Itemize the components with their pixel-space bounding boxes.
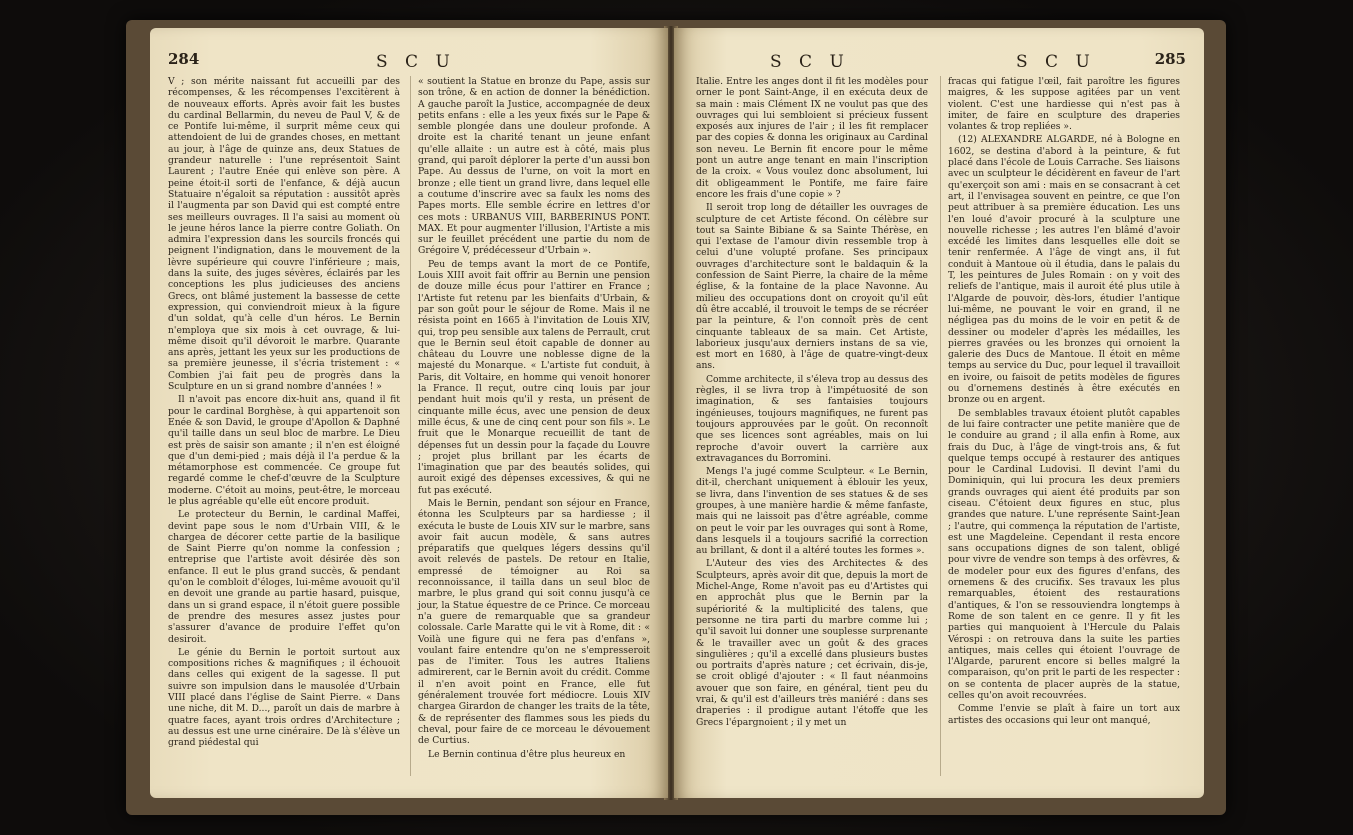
running-head: S C U xyxy=(770,52,850,72)
paragraph: Mengs l'a jugé comme Sculpteur. « Le Bernin, dit-il, cherchant uniquement à éblouir les yeux, se livra, dans l'invention de ses statues & de ses groupes, à une manière hardie & même fanfaste, mais qui ne laissoit pas d'être agréable, comme on peut le voir par les ouvrages qui sont à Rome, dans lesquels il a toujours sacrifié la correction au brillant, & dont il a altéré toutes les formes ». xyxy=(696,466,928,557)
running-head: S C U xyxy=(376,52,456,72)
paragraph: Le Bernin continua d'être plus heureux en xyxy=(428,748,626,760)
paragraph: fracas qui fatigue l'œil, fait paroître les figures maigres, & les suppose agitées par un vent violent. C'est une hardiesse qui n'est pas à imiter, de faire en sculpture des draperies volantes & trop repliées ». xyxy=(948,76,1180,133)
paragraph: Il seroit trop long de détailler les ouvrages de sculpture de cet Artiste fécond. On célèbre sur tout sa Sainte Bibiane & sa Sainte Thérèse, en qui l'extase de l'amour divin ressemble trop à celui d'une volupté profane. Ses principaux ouvrages d'architecture sont le baldaquin & la confession de Saint Pierre, la chaire de la même église, & la fontaine de la place Navonne. Au milieu des occupations dont on croyoit qu'il eût dû être accablé, il trouvoit le temps de se récréer par la peinture, & l'on connoît près de cent cinquante tableaux de sa main. Cet Artiste, laborieux jusqu'aux derniers instans de sa vie, est mort en 1680, à l'âge de quatre-vingt-deux ans. xyxy=(696,202,928,372)
paragraph: Peu de temps avant la mort de ce Pontife, Louis XIII avoit fait offrir au Bernin une pension de douze mille écus pour l'attirer en France ; l'Artiste fut retenu par les bienfaits d'Urbain, & par son goût pour le séjour de Rome. Mais il ne résista point en 1665 à l'invitation de Louis XIV, qui, trop peu sensible aux talens de Perrault, crut que le Bernin seul étoit capable de donner au château du Louvre une noblesse digne de la majesté du Monarque. « L'artiste fut conduit, à Paris, dit Voltaire, en homme qui venoit honorer la France. Il reçut, outre cinq louis par jour pendant huit mois qu'il y resta, un présent de cinquante mille écus, avec une pension de deux mille écus, & une de cinq cent pour son fils ». Le fruit que le Monarque recueillit de tant de dépenses fut un dessin pour la façade du Louvre ; projet plus brillant par les écarts de l'imagination que par des beautés solides, qui auroit exigé des dépenses excessives, & qui ne fut pas exécuté. xyxy=(418,258,650,496)
paragraph: (12) ALEXANDRE ALGARDE, né à Bologne en 1602, se destina d'abord à la peinture, & fut placé dans l'école de Louis Carrache. Ses liaisons avec un sculpteur le décidèrent en faveur de l'art qu'exerçoit son ami : mais en se consacrant à cet art, il l'envisagea souvent en peintre, ce que l'on peut attribuer à sa première éducation. Les uns l'en loué d'avoir procuré à la sculpture une nouvelle richesse ; les autres l'en blâmé d'avoir excédé les limites dans lesquelles elle doit se tenir renfermée. A l'âge de vingt ans, il fut conduit à Mantoue où il étudia, dans le palais du T, les peintures de Jules Romain : on y voit des reliefs de l'antique, mais il auroit été plus utile à l'Algarde de pouvoir, dès-lors, étudier l'antique lui-même, ne pouvant le voir en grand, il ne négligea pas du moins de le voir en petit & de dessiner ou modeler d'après les médailles, les pierres gravées ou les bronzes qui ornoient la galerie des Ducs de Mantoue. Il étoit en même temps au service du Duc, pour lequel il travailloit en ivoire, ou faisoit de petits modèles de figures ou d'ornemens destinés à être exécutés en bronze ou en argent. xyxy=(948,134,1180,406)
paragraph: Comme architecte, il s'éleva trop au dessus des règles, il se livra trop à l'impétuosité de son imagination, & ses fantaisies toujours ingénieuses, toujours magnifiques, ne furent pas toujours approuvées par le goût. On reconnoît que ses licences sont agréables, mais on lui reproche d'avoir ouvert la carrière aux extravagances du Borromini. xyxy=(696,373,928,464)
left-page xyxy=(150,28,668,798)
right-page xyxy=(674,28,1204,798)
page-number: 284 xyxy=(168,50,200,68)
paragraph: Mais le Bernin, pendant son séjour en France, étonna les Sculpteurs par sa hardiesse ; il exécuta le buste de Louis XIV sur le marbre, sans avoir fait aucun modèle, & sans autres préparatifs que quelques légers dessins qu'il avoit relevés de pastels. De retour en Italie, empressé de témoigner au Roi sa reconnoissance, il tailla dans un seul bloc de marbre, le plus grand qui soit connu jusqu'à ce jour, la Statue équestre de ce Prince. Ce morceau n'a guere de remarquable que sa grandeur colossale. Carle Maratte qui le vit à Rome, dit : « Voilà une figure qui ne fera pas d'enfans », voulant faire entendre qu'on ne s'empresseroit pas de l'imiter. Tous les autres Italiens admirerent, car le Bernin avoit du crédit. Comme il n'en avoit point en France, elle fut généralement trouvée fort médiocre. Louis XIV chargea Girardon de changer les traits de la tête, & de représenter des flammes sous les pieds du cheval, pour faire de ce morceau le dévouement de Curtius. xyxy=(418,497,650,747)
column-rule xyxy=(410,76,411,776)
right-page-column-1 xyxy=(696,76,928,730)
page-number: 285 xyxy=(1154,50,1186,68)
right-page-header xyxy=(674,50,1204,72)
right-page-column-2 xyxy=(948,76,1180,728)
left-page-column-2 xyxy=(418,76,650,762)
paragraph: Il n'avoit pas encore dix-huit ans, quand il fit pour le cardinal Borghèse, à qui appartenoit son Enée & son David, le groupe d'Apollon & Daphné qu'il taille dans un seul bloc de marbre. Le Dieu est près de saisir son amante ; il n'en est éloigné que d'un demi-pied ; mais déjà il l'a perdue & la métamorphose est commencée. Ce groupe fut regardé comme le chef-d'œuvre de la Sculpture moderne. C'étoit au moins, peut-être, le morceau le plus agréable qu'elle eût encore produit. xyxy=(168,394,400,507)
paragraph: L'Auteur des vies des Architectes & des Sculpteurs, après avoir dit que, depuis la mort de Michel-Ange, Rome n'avoit pas eu d'Artistes qui en approchât plus que le Bernin par la supériorité & la multiplicité des talens, que personne ne tira parti du marbre comme lui ; qu'il savoit lui donner une souplesse surprenante & le travailler avec un goût & des graces singulières ; qu'il a excellé dans plusieurs bustes ou portraits d'après nature ; cet écrivain, dis-je, se croit obligé d'ajouter : « Il faut néanmoins avouer que son faire, en général, tient peu du vrai, & qu'il est d'ailleurs très maniéré : dans ses draperies : il prodigue autant l'étoffe que les Grecs l'épargnoient ; il y met un xyxy=(696,558,928,728)
paragraph: Le génie du Bernin le portoit surtout aux compositions riches & magnifiques ; il échouoit dans celles qui exigent de la sagesse. Il put suivre son impulsion dans le mausolée d'Urbain VIII placé dans l'église de Saint Pierre. « Dans une niche, dit M. D..., paroît un dais de marbre à quatre faces, ayant trois ordres d'Architecture ; au dessus est une urne cinéraire. De là s'élève un grand piédestal qui xyxy=(168,646,400,749)
paragraph: Le protecteur du Bernin, le cardinal Maffei, devint pape sous le nom d'Urbain VIII, & le chargea de décorer cette partie de la basilique de Saint Pierre qu'on nomme la confession ; entreprise que l'artiste avoit désirée dès son enfance. Il eut le plus grand succès, & pendant qu'on le combloit d'éloges, lui-même avouoit qu'il en devoit une grande au partie hasard, puisque, dans un si grand espace, il n'étoit guere possible de prendre des mesures assez justes pour s'assurer d'avance de produire l'effet qu'on desiroit. xyxy=(168,509,400,645)
paragraph: Italie. Entre les anges dont il fit les modèles pour orner le pont Saint-Ange, il en exécuta deux de sa main : mais Clément IX ne voulut pas que des ouvrages qui lui sembloient si précieux fussent exposés aux injures de l'air ; il les fit remplacer par des copies & donna les originaux au Cardinal son neveu. Le Bernin fit encore pour le même pont un autre ange tenant en main l'inscription de la croix. « Vous voulez donc absolument, lui dit obligeamment le Pontife, me faire faire encore les frais d'une copie » ? xyxy=(696,76,928,200)
paragraph: « soutient la Statue en bronze du Pape, assis sur son trône, & en action de donner la bénédiction. A gauche paroît la Justice, accompagnée de deux petits enfans : elle a les yeux fixés sur le Pape & semble plongée dans une douleur profonde. A droite est la charité tenant un jeune enfant qu'elle allaite : un autre est à côté, mais plus grand, qui paroît déplorer la perte d'un aussi bon Pape. Au dessus de l'urne, on voit la mort en bronze ; elle tient un grand livre, dans lequel elle a coutume d'inscrire avec sa faulx les noms des Papes morts. Elle semble écrire en lettres d'or ces mots : URBANUS VIII, BARBERINUS PONT. MAX. Et pour augmenter l'illusion, l'Artiste a mis sur le feuillet précédent une partie du nom de Grégoire V, prédécesseur d'Urbain ». xyxy=(418,76,650,257)
paragraph: De semblables travaux étoient plutôt capables de lui faire contracter une petite manière que de le conduire au grand ; il alla enfin à Rome, aux frais du Duc, à l'âge de vingt-trois ans, & fut quelque temps occupé à restaurer des antiques pour le Cardinal Ludovisi. Il devint l'ami du Dominiquin, qui lui procura les deux premiers grands ouvrages qui aient été produits par son ciseau. C'étoient deux figures en stuc, plus grandes que nature. L'une représente Saint-Jean ; l'autre, qui commença la réputation de l'artiste, est une Magdeleine. Cependant il resta encore sans occupations dignes de son talent, obligé pour vivre de vendre son temps à des orfèvres, & de modeler pour eux des figures d'enfans, des ornemens & des crucifix. Ses travaux les plus remarquables, étoient des restaurations d'antiques, & l'on se ressouviendra longtemps à Rome de son talent en ce genre. Il y fit les parties qui manquoient à l'Hercule du Palais Vérospi : on retrouva dans la suite les parties antiques, mais celles qui étoient l'ouvrage de l'Algarde, parurent encore si belles malgré la comparaison, qu'on prit le parti de les respecter : on se contenta de placer auprès de la statue, celles qu'on avoit recouvrées. xyxy=(948,407,1180,702)
left-page-column-1 xyxy=(168,76,400,751)
column-rule xyxy=(940,76,941,776)
paragraph: Comme l'envie se plaît à faire un tort aux artistes des occasions qui leur ont manqué, xyxy=(948,703,1180,726)
left-page-header xyxy=(150,50,668,72)
paragraph: V ; son mérite naissant fut accueilli par des récompenses, & les récompenses l'excitèrent à de nouveaux efforts. Après avoir fait les bustes du cardinal Bellarmin, du neveu de Paul V, & de ce Pontife lui-même, il surprit même ceux qui attendoient de lui de grandes choses, en mettant au jour, à l'âge de quinze ans, deux Statues de grandeur naturelle : l'une représentoit Saint Laurent ; l'autre Enée qui enlève son père. A peine étoit-il sorti de l'enfance, & déjà aucun Statuaire n'égaloit sa réputation : aussitôt après il l'augmenta par son David qui est compté entre ses meilleurs ouvrages. Il l'a saisi au moment où le jeune héros lance la pierre contre Goliath. On admira l'expression dans les sourcils froncés qui peignent l'indignation, dans le mouvement de la lèvre supérieure qui couvre l'inférieure ; mais, dans la suite, des juges sévères, éclairés par les conceptions les plus judicieuses des anciens Grecs, ont blâmé justement la bassesse de cette expression, qui conviendroit mieux à la figure d'un soldat, qu'à celle d'un héros. Le Bernin n'employa que six mois à cet ouvrage, & lui-même disoit qu'il dévoroit le marbre. Quarante ans après, jettant les yeux sur les productions de sa première jeunesse, il s'écria tristement : « Combien j'ai fait peu de progrès dans la Sculpture en un si grand nombre d'années ! » xyxy=(168,76,400,393)
running-head: S C U xyxy=(1016,52,1096,72)
